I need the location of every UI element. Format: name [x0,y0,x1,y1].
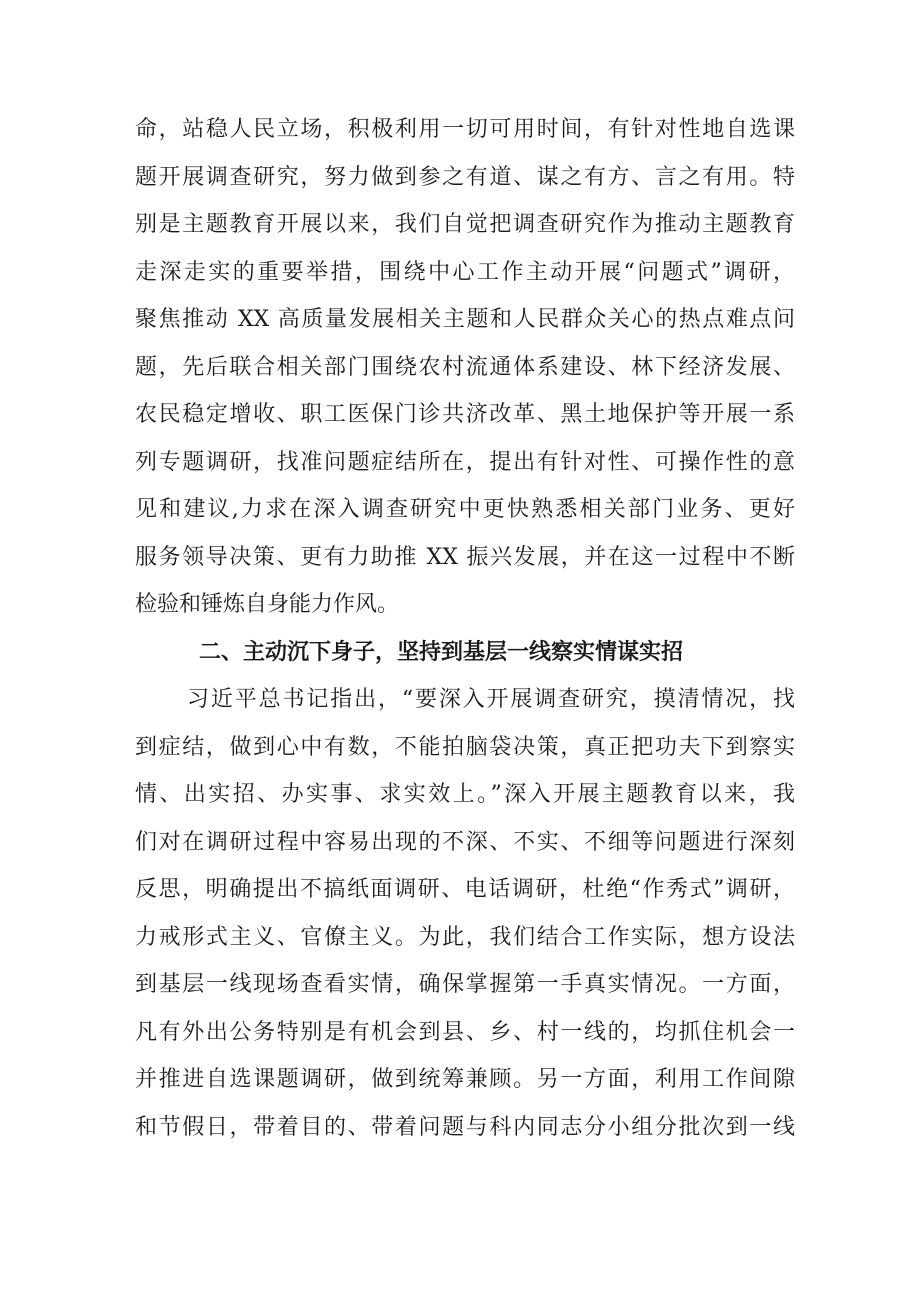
text-line: 们对在调研过程中容易出现的不深、不实、不细等问题进行深刻 [135,829,795,855]
text-line: 检验和锤炼自身能力作风。 [135,592,400,617]
paragraph-1 [135,110,795,633]
text-line: 到基层一线现场查看实情，确保掌握第一手真实情况。一方面， [135,972,795,997]
text-line: 走深走实的重要举措，围绕中心工作主动开展“问题式”调研， [135,259,795,285]
text-line: 聚焦推动 XX 高质量发展相关主题和人民群众关心的热点难点问 [135,307,795,332]
text-line: 习近平总书记指出，“要深入开展调查研究，摸清情况，找 [187,687,795,712]
text-line: 反思，明确提出不搞纸面调研、电话调研，杜绝“作秀式”调研， [135,877,795,902]
text-line: 并推进自选课题调研，做到统筹兼顾。另一方面，利用工作间隙 [135,1067,795,1092]
text-line: 凡有外出公务特别是有机会到县、乡、村一线的，均抓住机会一 [135,1019,795,1045]
text-line: 别是主题教育开展以来，我们自觉把调查研究作为推动主题教育 [135,212,795,237]
text-line: 和节假日，带着目的、带着问题与科内同志分小组分批次到一线 [135,1114,795,1140]
section-heading: 二、主动沉下身子，坚持到基层一线察实情谋实招 [199,639,684,665]
text-line: 题，先后联合相关部门围绕农村流通体系建设、林下经济发展、 [135,354,795,380]
text-line: 列专题调研，找准问题症结所在，提出有针对性、可操作性的意 [135,449,795,475]
text-line: 服务领导决策、更有力助推 XX 振兴发展，并在这一过程中不断 [135,544,795,570]
text-line: 到症结，做到心中有数，不能拍脑袋决策，真正把功夫下到察实 [135,734,795,760]
text-line: 题开展调查研究，努力做到参之有道、谋之有方、言之有用。特 [135,164,795,190]
text-line: 农民稳定增收、职工医保门诊共济改革、黑土地保护等开展一系 [135,402,795,427]
text-line: 命，站稳人民立场，积极利用一切可用时间，有针对性地自选课 [135,117,795,142]
text-line: 力戒形式主义、官僚主义。为此，我们结合工作实际，想方设法 [135,924,795,950]
paragraph-2 [135,680,795,1155]
document-body [135,110,795,1155]
text-line: 情、出实招、办实事、求实效上。”深入开展主题教育以来，我 [135,782,795,807]
text-line: 见和建议,力求在深入调查研究中更快熟悉相关部门业务、更好 [135,497,795,522]
